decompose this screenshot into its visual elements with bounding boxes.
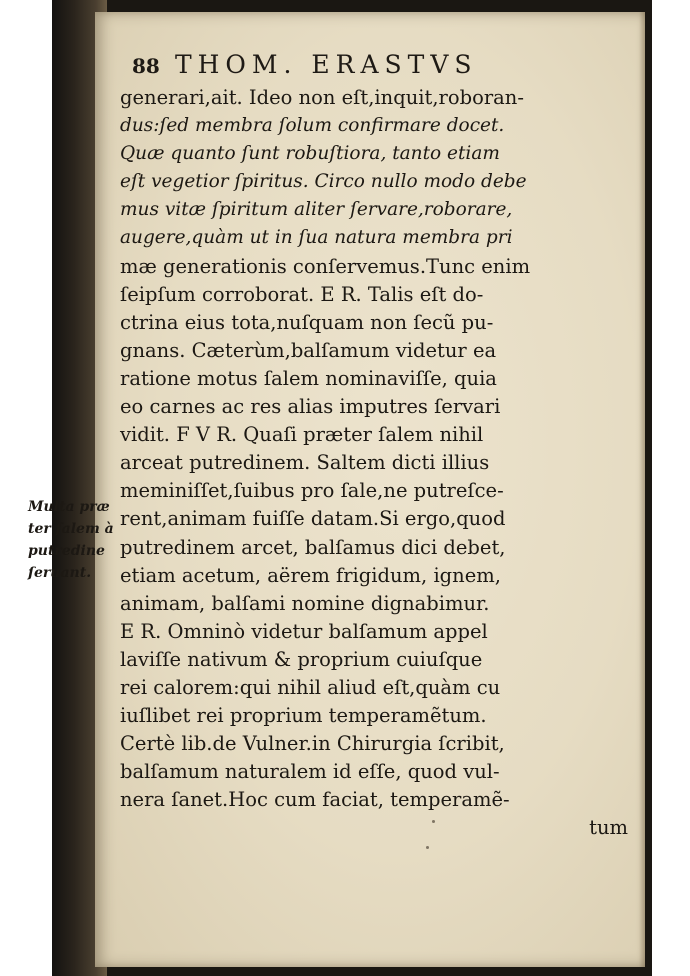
marginal-note-line: ter ſalem à [28, 521, 114, 537]
catchword: tum [589, 816, 628, 840]
marginal-note-line: putredine [28, 543, 105, 559]
text-line: iuſlibet rei proprium temperamẽtum. [120, 704, 487, 728]
text-line: ctrina eius tota,nuſquam non ſecũ pu- [120, 310, 494, 334]
page-edge [639, 12, 645, 967]
page-number: 88 [132, 54, 160, 78]
text-line: ſeipſum corroborat. E R. Talis eſt do- [120, 282, 484, 306]
paper-speck [432, 820, 435, 823]
text-line: mæ generationis conſervemus.Tunc enim [120, 254, 531, 278]
text-line: meminiſſet,ſuibus pro ſale,ne putreſce- [120, 479, 504, 503]
text-line: arceat putredinem. Saltem dicti illius [120, 451, 490, 475]
text-line: nera ſanet.Hoc cum faciat, temperamẽ- [120, 788, 510, 812]
text-line: generari,ait. Ideo non eſt,inquit,roboran- [120, 86, 524, 109]
text-line: Certè lib.de Vulner.in Chirurgia ſcribit, [120, 732, 505, 756]
body-text [120, 84, 628, 843]
marginal-note-line: ſeruant. [28, 565, 92, 581]
text-line: balſamum naturalem id eſſe, quod vul- [120, 760, 500, 784]
running-title: THOM. ERASTVS [174, 50, 478, 79]
text-line: animam, balſami nomine dignabimur. [120, 591, 490, 615]
text-line: putredinem arcet, balſamus dici debet, [120, 535, 506, 559]
marginal-note-line: Multa præ [28, 499, 110, 515]
text-line: etiam acetum, aërem frigidum, ignem, [120, 563, 501, 587]
text-line: laviſſe nativum & proprium cuiuſque [120, 647, 483, 671]
text-line: vidit. F V R. Quaſi præter ſalem nihil [120, 423, 484, 447]
text-line: Quæ quanto ſunt robuſtiora, tanto etiam [120, 143, 500, 165]
text-line: E R. Omninò videtur balſamum appel [120, 619, 488, 643]
text-line: gnans. Cæterùm,balſamum videtur ea [120, 338, 497, 362]
text-line: rent,animam fuiſſe datam.Si ergo,quod [120, 507, 506, 531]
text-line: rei calorem:qui nihil aliud eſt,quàm cu [120, 675, 501, 699]
text-line: dus:ſed membra ſolum confirmare docet. [120, 115, 505, 137]
text-line: ratione motus ſalem nominaviſſe, quia [120, 366, 497, 390]
text-line: augere,quàm ut in ſua natura membra pri [120, 227, 513, 249]
running-head [132, 50, 592, 79]
text-line: eo carnes ac res alias imputres ſervari [120, 395, 501, 419]
paper-speck [426, 846, 429, 849]
text-line: eſt vegetior ſpiritus. Circo nullo modo debe [120, 171, 527, 193]
marginal-note [28, 496, 118, 584]
text-line: mus vitæ ſpiritum aliter ſervare,roborare, [120, 199, 513, 221]
